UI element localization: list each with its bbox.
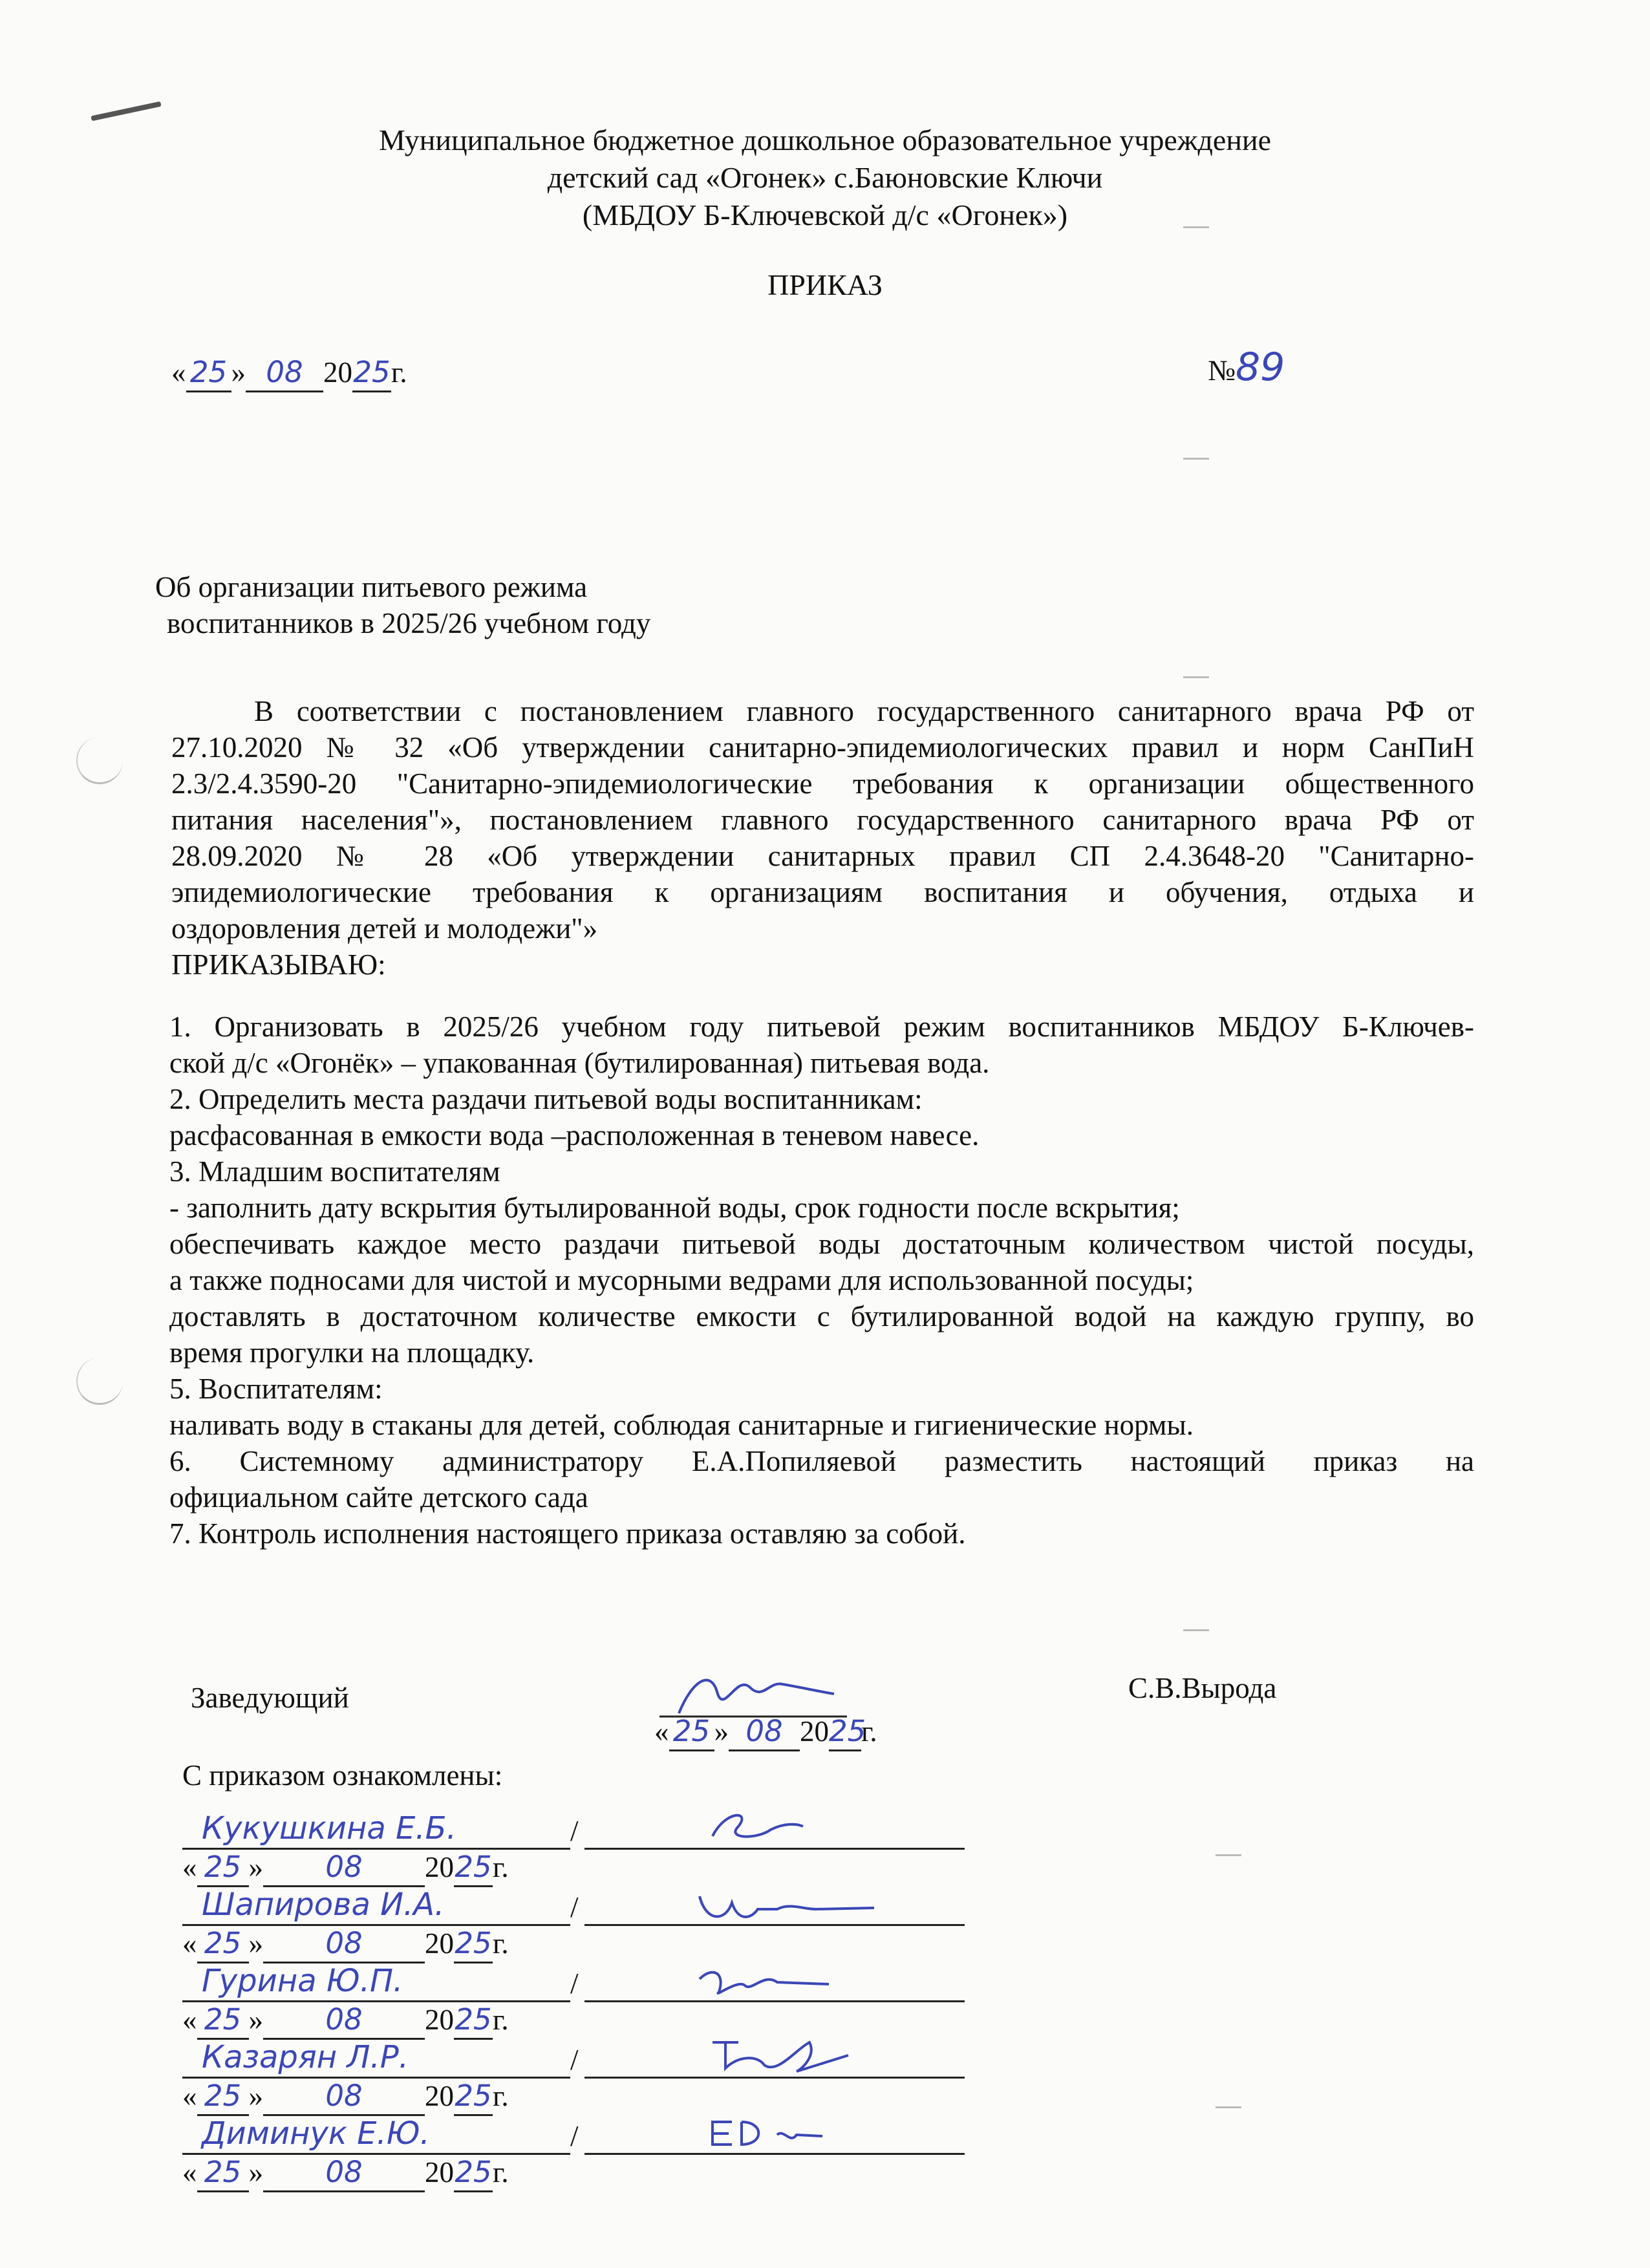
- signature-underline: [584, 2153, 965, 2155]
- ack-day: 25: [197, 1925, 249, 1963]
- signature-underline: [584, 2077, 965, 2079]
- signature-underline: [584, 2000, 965, 2002]
- order-item-line: официальном сайте детского сада: [169, 1481, 588, 1514]
- ack-year-suffix: 25: [454, 2154, 493, 2192]
- ack-open-quote: «: [182, 2004, 197, 2036]
- signature-position: Заведующий: [191, 1682, 349, 1714]
- subject-line2: воспитанников в 2025/26 учебном году: [167, 607, 651, 639]
- scan-mark: [1183, 458, 1209, 460]
- order-word: ПРИКАЗЫВАЮ:: [171, 948, 386, 981]
- acquainted-signature: [687, 1883, 881, 1929]
- sig-date-day: 25: [669, 1713, 714, 1751]
- separator: /: [570, 1815, 579, 1847]
- order-item-line: 1. Организовать в 2025/26 учебном году питьевой режим воспитанников МБДОУ Б-Ключев-: [169, 1011, 1474, 1043]
- sig-date-year-prefix: 20: [800, 1715, 829, 1748]
- ack-year-prefix: 20: [425, 1851, 454, 1883]
- org-header-line3: (МБДОУ Б-Ключевской д/с «Огонек»): [582, 198, 1068, 231]
- ack-month: 08: [263, 2002, 425, 2040]
- date-month: 08: [246, 354, 323, 392]
- ack-close-quote: »: [248, 2156, 263, 2188]
- scan-mark: [1216, 2106, 1241, 2108]
- ack-year-unit: г.: [493, 2156, 509, 2188]
- signature-underline: [584, 1848, 965, 1850]
- preamble-line: В соответствии с постановлением главного государственного санитарного врача РФ от: [254, 695, 1474, 727]
- ack-year-suffix: 25: [454, 2078, 493, 2116]
- ack-open-quote: «: [182, 2080, 197, 2112]
- staple-mark: [91, 102, 161, 122]
- acquainted-date: [182, 2078, 509, 2116]
- ack-month: 08: [263, 2078, 425, 2116]
- ack-year-suffix: 25: [454, 1925, 493, 1963]
- ack-open-quote: «: [182, 1851, 197, 1883]
- ack-year-prefix: 20: [425, 2080, 454, 2112]
- date-close-quote: »: [231, 356, 246, 389]
- acquainted-list: [182, 1810, 965, 2198]
- scan-mark: [1183, 1629, 1209, 1631]
- acquainted-label: С приказом ознакомлены:: [182, 1759, 503, 1792]
- ack-year-unit: г.: [493, 1851, 509, 1883]
- signature-name: С.В.Вырода: [1128, 1672, 1277, 1704]
- ack-month: 08: [263, 1849, 425, 1887]
- acquainted-date: [182, 2154, 509, 2192]
- separator: /: [570, 1891, 579, 1923]
- acquainted-row: [182, 2039, 965, 2117]
- ack-day: 25: [197, 2154, 249, 2192]
- ack-year-prefix: 20: [425, 2004, 454, 2036]
- sig-date-open-quote: «: [654, 1715, 669, 1748]
- acquainted-name: Шапирова И.А.: [202, 1887, 445, 1923]
- order-item-line: 6. Системному администратору Е.А.Попиляевой разместить настоящий приказ на: [169, 1445, 1474, 1477]
- ack-month: 08: [263, 1925, 425, 1963]
- acquainted-name: Казарян Л.Р.: [202, 2039, 409, 2075]
- signature-date: [654, 1713, 877, 1751]
- number-value: 89: [1235, 345, 1285, 390]
- acquainted-date: [182, 1925, 509, 1963]
- ack-month: 08: [263, 2154, 425, 2192]
- ack-open-quote: «: [182, 1927, 197, 1960]
- order-item-line: наливать воду в стаканы для детей, соблюдая санитарные и гигиенические нормы.: [169, 1409, 1194, 1441]
- ack-day: 25: [197, 2078, 249, 2116]
- order-subject: [155, 569, 931, 641]
- ack-year-unit: г.: [493, 2004, 509, 2036]
- date-day: 25: [186, 354, 231, 392]
- binder-hole-icon: [76, 1358, 123, 1405]
- acquainted-row: [182, 1887, 965, 1964]
- date-year-suffix: 25: [352, 354, 391, 392]
- order-item-line: 7. Контроль исполнения настоящего приказа оставляю за собой.: [169, 1517, 966, 1550]
- sig-date-year-unit: г.: [861, 1715, 877, 1748]
- date-year-unit: г.: [391, 356, 407, 389]
- ack-close-quote: »: [248, 1851, 263, 1883]
- acquainted-signature: [674, 1960, 855, 2005]
- order-date: [171, 354, 495, 393]
- ack-open-quote: «: [182, 2156, 197, 2188]
- acquainted-name: Гурина Ю.П.: [202, 1963, 403, 1999]
- order-items: [169, 1009, 1474, 1552]
- acquainted-row: [182, 1963, 965, 2040]
- date-open-quote: «: [171, 356, 186, 389]
- order-item-line: время прогулки на площадку.: [169, 1336, 535, 1369]
- acquainted-row: [182, 1810, 965, 1888]
- scan-mark: [1183, 676, 1209, 678]
- sig-date-close-quote: »: [714, 1715, 729, 1748]
- date-year-prefix: 20: [323, 356, 352, 389]
- subject-line1: Об организации питьевого режима: [155, 571, 588, 603]
- org-header: [0, 122, 1650, 234]
- order-item-line: ской д/с «Огонёк» – упакованная (бутилированная) питьевая вода.: [169, 1047, 990, 1079]
- acquainted-row: [182, 2115, 965, 2193]
- order-item-line: а также подносами для чистой и мусорными ведрами для использованной посуды;: [169, 1264, 1194, 1296]
- ack-close-quote: »: [248, 2004, 263, 2036]
- binder-hole-icon: [76, 737, 123, 784]
- preamble-line: оздоровления детей и молодежи"»: [171, 912, 598, 945]
- ack-close-quote: »: [248, 1927, 263, 1960]
- order-item-line: 3. Младшим воспитателям: [169, 1155, 500, 1188]
- preamble-line: 2.3/2.4.3590-20 "Санитарно-эпидемиологические требования к организации общественного: [171, 767, 1474, 800]
- org-header-line1: Муниципальное бюджетное дошкольное образовательное учреждение: [379, 123, 1271, 156]
- acquainted-signature: [700, 2029, 868, 2081]
- ack-year-unit: г.: [493, 1927, 509, 1960]
- acquainted-signature: [674, 1804, 842, 1849]
- ack-day: 25: [197, 1849, 249, 1887]
- scan-mark: [1216, 1854, 1241, 1856]
- acquainted-name: Кукушкина Е.Б.: [202, 1810, 456, 1846]
- order-number: [1208, 345, 1402, 390]
- ack-close-quote: »: [248, 2080, 263, 2112]
- order-item-line: 2. Определить места раздачи питьевой воды воспитанникам:: [169, 1083, 923, 1115]
- signature-underline: [584, 1924, 965, 1926]
- preamble-line: питания населения"», постановлением главного государственного санитарного врача РФ от: [171, 804, 1474, 836]
- separator: /: [570, 1967, 579, 2000]
- org-header-line2: детский сад «Огонек» с.Баюновские Ключи: [547, 161, 1103, 194]
- preamble-line: 27.10.2020 № 32 «Об утверждении санитарно-эпидемиологических правил и норм СанПиН: [171, 731, 1474, 764]
- separator: /: [570, 2044, 579, 2076]
- acquainted-signature: [693, 2109, 848, 2154]
- order-item-line: - заполнить дату вскрытия бутылированной воды, срок годности после вскрытия;: [169, 1192, 1180, 1224]
- sig-date-month: 08: [729, 1713, 800, 1751]
- acquainted-name: Диминук Е.Ю.: [202, 2115, 430, 2152]
- preamble: [171, 693, 1474, 983]
- ack-year-suffix: 25: [454, 2002, 493, 2040]
- acquainted-date: [182, 2002, 509, 2040]
- order-item-line: доставлять в достаточном количестве емкости с бутилированной водой на каждую группу, во: [169, 1300, 1474, 1332]
- order-item-line: 5. Воспитателям:: [169, 1373, 383, 1405]
- number-label: №: [1208, 354, 1236, 387]
- ack-year-prefix: 20: [425, 1927, 454, 1960]
- preamble-line: эпидемиологические требования к организациям воспитания и обучения, отдыха и: [171, 876, 1474, 908]
- acquainted-date: [182, 1849, 509, 1887]
- ack-year-prefix: 20: [425, 2156, 454, 2188]
- order-item-line: расфасованная в емкости вода –расположенная в теневом навесе.: [169, 1119, 980, 1151]
- ack-year-unit: г.: [493, 2080, 509, 2112]
- sig-date-year-suffix: 25: [829, 1713, 861, 1751]
- order-title: ПРИКАЗ: [767, 268, 883, 301]
- preamble-line: 28.09.2020 № 28 «Об утверждении санитарных правил СП 2.4.3648-20 "Санитарно-: [171, 840, 1474, 872]
- ack-day: 25: [197, 2002, 249, 2040]
- ack-year-suffix: 25: [454, 1849, 493, 1887]
- order-item-line: обеспечивать каждое место раздачи питьевой воды достаточным количеством чистой посуды,: [169, 1228, 1474, 1260]
- separator: /: [570, 2120, 579, 2152]
